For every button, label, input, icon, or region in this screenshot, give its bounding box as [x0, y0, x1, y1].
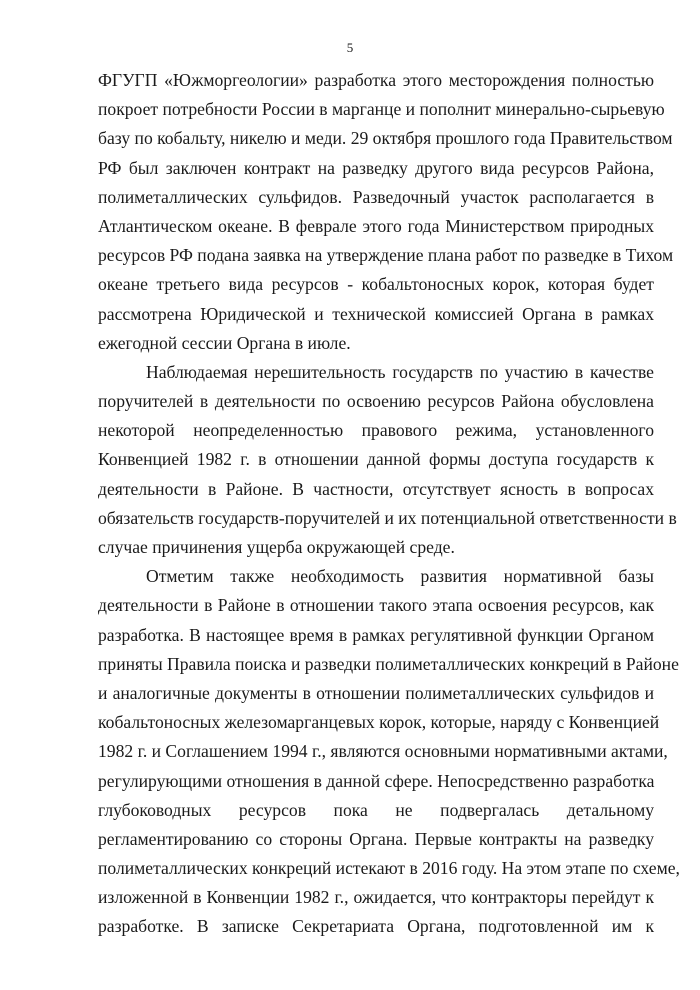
text-line: и аналогичные документы в отношении полиметаллических сульфидов и — [98, 682, 654, 703]
text-line: рассмотрена Юридической и технической комиссией Органа в рамках — [98, 303, 654, 324]
text-line: полиметаллических конкреций истекают в 2016 году. На этом этапе по схеме, — [98, 858, 680, 879]
text-line: обязательств государств-поручителей и их потенциальной ответственности в — [98, 507, 677, 528]
text-line: изложенной в Конвенции 1982 г., ожидается, что контракторы перейдут к — [98, 887, 654, 908]
text-line: кобальтоносных железомарганцевых корок, которые, наряду с Конвенцией — [98, 712, 660, 733]
text-line: Наблюдаемая нерешительность государств по участию в качестве — [146, 361, 654, 382]
text-line: покроет потребности России в марганце и пополнит минерально-сырьевую — [98, 99, 665, 120]
text-line: ежегодной сессии Органа в июле. — [98, 332, 351, 353]
text-line: разработка. В настоящее время в рамках регулятивной функции Органом — [98, 624, 654, 645]
paragraph — [98, 358, 677, 562]
text-line: глубоководных ресурсов пока не подвергалась детальному — [98, 799, 654, 820]
text-line: приняты Правила поиска и разведки полиметаллических конкреций в Районе — [98, 653, 679, 674]
text-line: разработке. В записке Секретариата Органа, подготовленной им к — [98, 916, 654, 937]
document-body — [98, 66, 680, 942]
text-line: регламентированию со стороны Органа. Первые контракты на разведку — [98, 828, 654, 849]
text-line: некоторой неопределенностью правового режима, установленного — [98, 420, 654, 441]
text-line: РФ был заключен контракт на разведку другого вида ресурсов Района, — [98, 157, 654, 178]
text-line: деятельности в Районе. В частности, отсутствует ясность в вопросах — [98, 478, 654, 499]
text-line: деятельности в Районе в отношении такого этапа освоения ресурсов, как — [98, 595, 654, 616]
text-line: полиметаллических сульфидов. Разведочный участок располагается в — [98, 186, 654, 207]
text-line: случае причинения ущерба окружающей среде. — [98, 537, 455, 557]
text-line: поручителей в деятельности по освоению ресурсов Района обусловлена — [98, 391, 654, 412]
text-line: 1982 г. и Соглашением 1994 г., являются основными нормативными актами, — [98, 741, 668, 762]
page-number: 5 — [346, 40, 354, 55]
paragraph — [98, 562, 680, 941]
text-line: океане третьего вида ресурсов - кобальтоносных корок, которая будет — [98, 274, 654, 295]
text-line: Отметим также необходимость развития нормативной базы — [146, 566, 654, 587]
paragraph — [98, 66, 674, 358]
text-line: ФГУГП «Южморгеологии» разработка этого месторождения полностью — [98, 70, 654, 90]
text-line: ресурсов РФ подана заявка на утверждение плана работ по разведке в Тихом — [98, 245, 674, 266]
text-line: Атлантическом океане. В феврале этого года Министерством природных — [98, 215, 654, 236]
text-line: базу по кобальту, никелю и меди. 29 октября прошлого года Правительством — [98, 128, 673, 149]
text-line: регулирующими отношения в данной сфере. Непосредственно разработка — [98, 770, 655, 791]
text-line: Конвенцией 1982 г. в отношении данной формы доступа государств к — [98, 449, 654, 470]
